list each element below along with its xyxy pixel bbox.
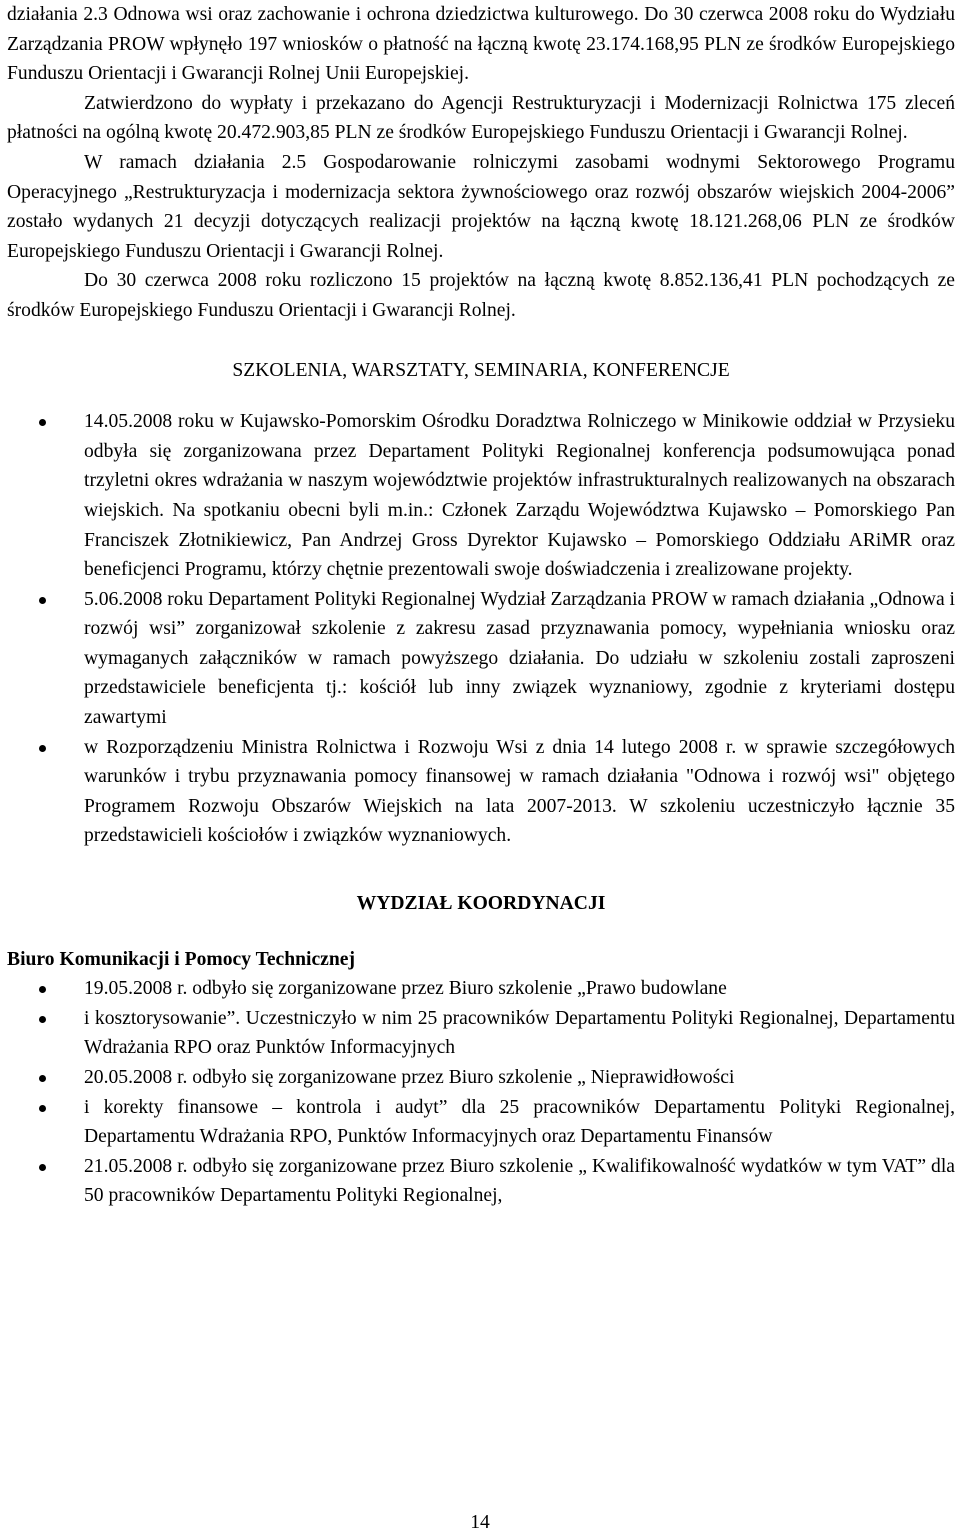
list-item [7,733,955,851]
paragraph-measure-2-5: W ramach działania 2.5 Gospodarowanie rolniczymi zasobami wodnymi Sektorowego Programu Operacyjnego „Restrukturyzacja i modernizacja sektora żywnościowego oraz rozwój obszarów wiejskich 2004-2006” zostało wydanych 21 decyzji dotyczących realizacji projektów na łączną kwotę 18.121.268,06 PLN ze środków Europejskiego Funduszu Orientacji i Gwarancji Rolnej. [7,151,955,262]
bullet-icon [39,1075,46,1082]
paragraph-approved-payments: Zatwierdzono do wypłaty i przekazano do Agencji Restrukturyzacji i Modernizacji Rolnictwa 175 zleceń płatności na ogólną kwotę 20.472.903,85 PLN ze środków Europejskiego Funduszu Orientacji i Gwarancji Rolnej. [7,92,955,144]
bullet-icon [39,419,46,426]
bullet-icon [39,745,46,752]
list-item-text: i korekty finansowe – kontrola i audyt” dla 25 pracowników Departamentu Polityki Regionalnej, Departamentu Wdrażania RPO, Punktów Informacyjnych oraz Departamentu Finansów [84,1096,955,1148]
paragraph-settled-projects: Do 30 czerwca 2008 roku rozliczono 15 projektów na łączną kwotę 8.852.136,41 PLN pochodzących ze środków Europejskiego Funduszu Orientacji i Gwarancji Rolnej. [7,270,955,321]
bullet-icon [39,1016,46,1023]
list-item [7,974,955,1004]
list-item-text: i kosztorysowanie”. Uczestniczyło w nim 25 pracowników Departamentu Polityki Regionalnej, Departamentu Wdrażania RPO oraz Punktów Informacyjnych [84,1007,955,1059]
list-item-text: 5.06.2008 roku Departament Polityki Regionalnej Wydział Zarządzania PROW w ramach działania „Odnowa i rozwój wsi” zorganizował szkolenie z zakresu zasad przyznawania pomocy, wypełniania wniosku oraz wymaganych załączników w ramach powyższego działania. Do udziału w szkoleniu zostali zaproszeni przedstawiciele beneficjenta tj.: kościół lub inny związek wyznaniowy, zgodnie z kryteriami dostępu zawartymi [84,588,955,729]
bullet-icon [39,1164,46,1171]
bullet-icon [39,597,46,604]
list-item [7,407,955,585]
list-item-text: 19.05.2008 r. odbyło się zorganizowane przez Biuro szkolenie „Prawo budowlane [84,978,727,1000]
list-item-text: 14.05.2008 roku w Kujawsko-Pomorskim Ośrodku Doradztwa Rolniczego w Minikowie oddział w Przysieku odbyła się zorganizowana przez Departament Polityki Regionalnej konferencja podsumowująca ponad trzyletni okres wdrażania w naszym województwie projektów infrastrukturalnych realizowanych na obszarach wiejskich. Na spotkaniu obecni byli m.in.: Członek Zarządu Województwa Kujawsko – Pomorskiego Pan Franciszek Złotnikiewicz, Pan Andrzej Gross Dyrektor Kujawsko – Pomorskiego Oddziału ARiMR oraz beneficjenci Programu, którzy chętnie prezentowali swoje doświadczenia i zrealizowane projekty. [84,411,955,581]
list-item [7,585,955,733]
list-item [7,1093,955,1152]
section-heading-coordination: WYDZIAŁ KOORDYNACJI [356,893,606,915]
list-item-text: 20.05.2008 r. odbyło się zorganizowane przez Biuro szkolenie „ Nieprawidłowości [84,1067,735,1088]
list-item [7,1063,955,1093]
paragraph-measure-2-3: działania 2.3 Odnowa wsi oraz zachowanie i ochrona dziedzictwa kulturowego. Do 30 czerwca 2008 roku do Wydziału Zarządzania PROW wpłynęło 197 wniosków o płatność na łączną kwotę 23.174.168,95 PLN ze środków Europejskiego Funduszu Orientacji i Gwarancji Rolnej Unii Europejskiej. [7,4,955,85]
bullet-icon [39,986,46,993]
bullet-icon [39,1105,46,1112]
list-item [7,1152,955,1211]
list-item-text: w Rozporządzeniu Ministra Rolnictwa i Rozwoju Wsi z dnia 14 lutego 2008 r. w sprawie szczegółowych warunków i trybu przyznawania pomocy finansowej w ramach działania "Odnowa i rozwój wsi" objętego Programem Rozwoju Obszarów Wiejskich na lata 2007-2013. W szkoleniu uczestniczyło łącznie 35 przedstawicieli kościołów i związków wyznaniowych. [84,736,955,847]
training-list [7,407,955,851]
list-item [7,1004,955,1063]
page-number: 14 [470,1512,490,1533]
section-heading-training: SZKOLENIA, WARSZTATY, SEMINARIA, KONFERENCJE [232,359,730,381]
document-page [7,0,955,1211]
subheading-communication-office: Biuro Komunikacji i Pomocy Technicznej [7,948,355,970]
coordination-list [7,974,955,1211]
list-item-text: 21.05.2008 r. odbyło się zorganizowane przez Biuro szkolenie „ Kwalifikowalność wydatków w tym VAT” dla 50 pracowników Departamentu Polityki Regionalnej, [84,1155,955,1207]
